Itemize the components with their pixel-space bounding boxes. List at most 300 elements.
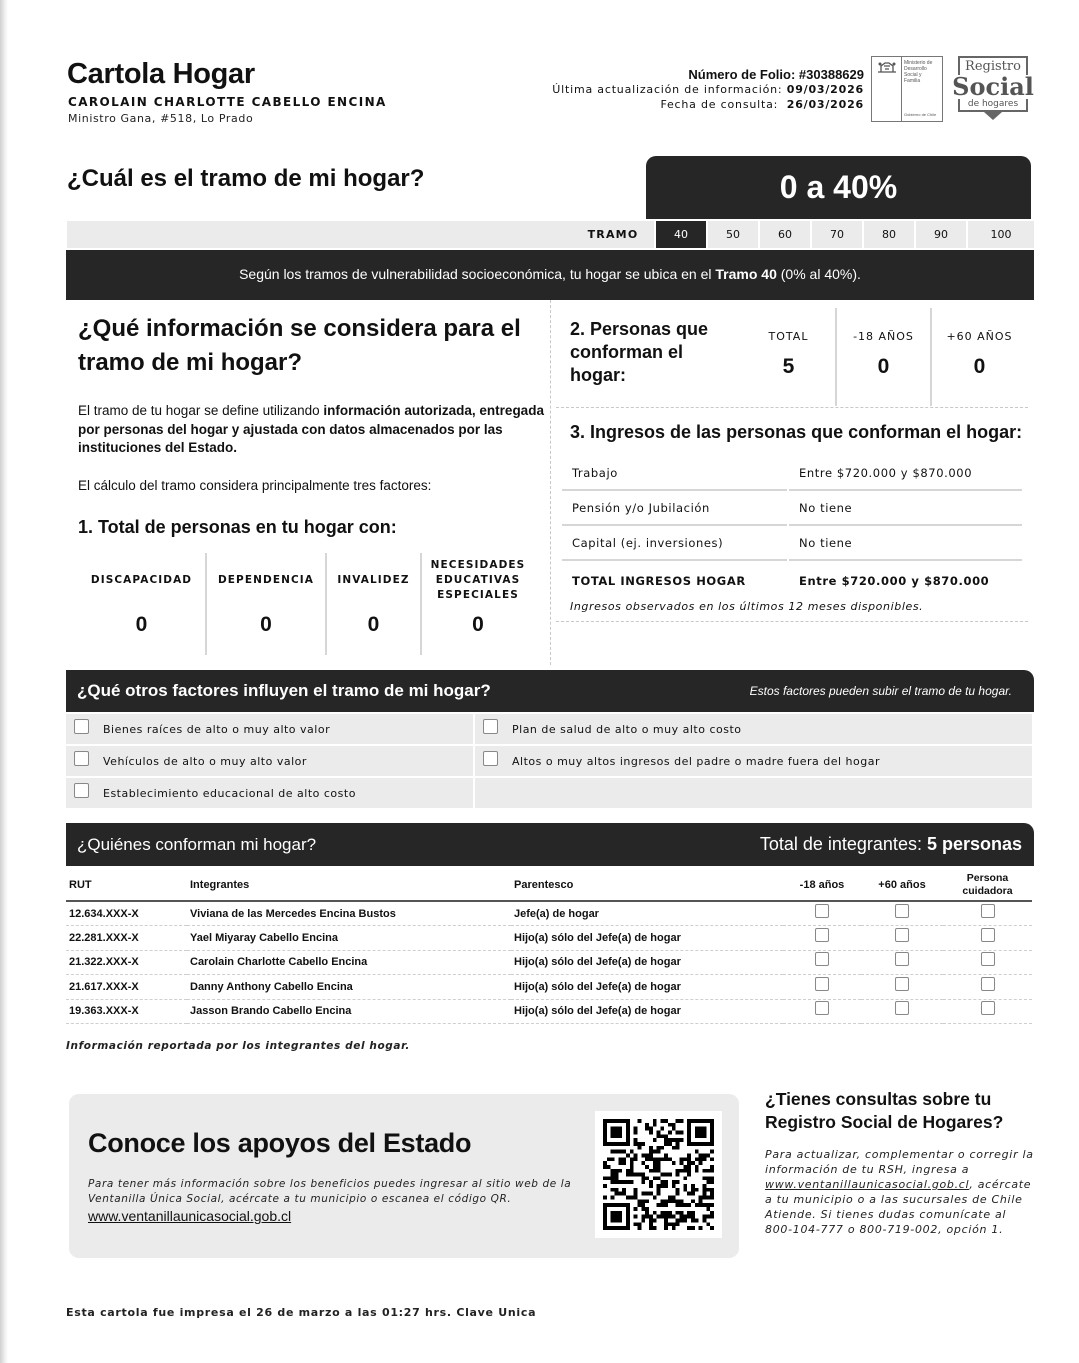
member-over60-checkbox[interactable] [895, 904, 909, 918]
qr-module [699, 1199, 703, 1203]
tramo-question: ¿Cuál es el tramo de mi hogar? [67, 165, 425, 192]
qr-module [687, 1226, 691, 1230]
factor-empty-cell [475, 778, 1032, 808]
member-caregiver-checkbox[interactable] [981, 977, 995, 991]
member-under18-cell [783, 999, 861, 1024]
qr-module [691, 1219, 695, 1223]
qr-module [622, 1188, 626, 1192]
members-total-value: 5 personas [926, 834, 1022, 854]
factors-note: Estos factores pueden subir el tramo de tu hogar. [749, 684, 1012, 698]
qr-module [703, 1184, 707, 1188]
member-caregiver-cell [943, 901, 1032, 926]
qr-module [664, 1222, 668, 1226]
condition-value: 0 [472, 613, 484, 636]
qr-module [668, 1211, 672, 1215]
factor-plan-salud [475, 714, 1032, 744]
holder-name: CAROLAIN CHARLOTTE CABELLO ENCINA [68, 95, 387, 109]
qr-module [637, 1119, 641, 1123]
qr-module [634, 1142, 638, 1146]
qr-module [653, 1196, 657, 1200]
column-header-over60: +60 años [861, 870, 943, 901]
checkbox[interactable] [74, 783, 89, 798]
condition-value: 0 [367, 613, 380, 636]
conditions-grid [78, 553, 534, 655]
qr-module [603, 1196, 607, 1200]
income-total-label: TOTAL INGRESOS HOGAR [572, 573, 746, 588]
qr-module [706, 1207, 710, 1211]
qr-module [645, 1199, 649, 1203]
apoyos-title: Conoce los apoyos del Estado [88, 1128, 472, 1158]
member-caregiver-checkbox[interactable] [981, 952, 995, 966]
qr-module [710, 1226, 714, 1230]
qr-module [653, 1219, 657, 1223]
qr-module [668, 1215, 672, 1219]
qr-module [676, 1130, 680, 1134]
qr-code-icon[interactable] [595, 1111, 722, 1238]
qr-module [657, 1203, 661, 1207]
column-header-integrantes: Integrantes [187, 870, 511, 901]
qr-module [641, 1203, 645, 1207]
qr-module [703, 1215, 707, 1219]
qr-finder [611, 1127, 622, 1138]
qr-module [630, 1161, 634, 1165]
qr-module [687, 1169, 691, 1173]
condition-necesidades-educativas [422, 553, 534, 655]
qr-module [695, 1188, 699, 1192]
tramo-banner-range: (0% al 40%). [776, 266, 861, 282]
qr-module [664, 1215, 668, 1219]
qr-module [664, 1184, 668, 1188]
qr-module [664, 1142, 668, 1146]
qr-module [645, 1207, 649, 1211]
condition-label: DEPENDENCIA [217, 573, 315, 586]
qr-module [657, 1150, 661, 1154]
qr-module [641, 1142, 645, 1146]
qr-module [649, 1157, 653, 1161]
qr-module [653, 1123, 657, 1127]
qr-module [611, 1180, 615, 1184]
qr-module [614, 1150, 618, 1154]
qr-module [618, 1161, 622, 1165]
qr-module [634, 1138, 638, 1142]
member-relation: Hijo(a) sólo del Jefe(a) de hogar [511, 950, 783, 975]
factor-ingresos-padres [475, 746, 1032, 776]
qr-module [653, 1211, 657, 1215]
qr-module [703, 1219, 707, 1223]
qr-module [695, 1219, 699, 1223]
qr-module [683, 1169, 687, 1173]
qr-module [641, 1215, 645, 1219]
qr-module [649, 1215, 653, 1219]
count-value: 0 [973, 355, 986, 378]
column-divider [550, 300, 551, 665]
qr-module [664, 1211, 668, 1215]
member-over60-cell [861, 926, 943, 951]
qr-module [687, 1192, 691, 1196]
section1-title: 1. Total de personas en tu hogar con: [78, 517, 397, 537]
qr-module [611, 1196, 615, 1200]
member-name: Carolain Charlotte Cabello Encina [187, 950, 511, 975]
qr-module [706, 1222, 710, 1226]
qr-module [676, 1192, 680, 1196]
member-caregiver-checkbox[interactable] [981, 928, 995, 942]
condition-label: NECESIDADES EDUCATIVAS ESPECIALES [430, 558, 526, 601]
qr-module [703, 1157, 707, 1161]
qr-module [710, 1215, 714, 1219]
income-row [562, 491, 1022, 526]
income-label: Capital (ej. inversiones) [562, 526, 787, 561]
member-caregiver-checkbox[interactable] [981, 904, 995, 918]
count-over60 [932, 308, 1027, 406]
count-under18 [837, 308, 932, 406]
qr-module [622, 1161, 626, 1165]
consult-date-label: Fecha de consulta: [660, 98, 779, 111]
qr-module [649, 1192, 653, 1196]
ministry-text [902, 57, 942, 121]
qr-module [676, 1222, 680, 1226]
qr-module [649, 1150, 653, 1154]
member-under18-checkbox[interactable] [815, 952, 829, 966]
qr-module [691, 1188, 695, 1192]
qr-module [676, 1173, 680, 1177]
member-relation: Hijo(a) sólo del Jefe(a) de hogar [511, 999, 783, 1024]
qr-module [603, 1184, 607, 1188]
qr-module [683, 1203, 687, 1207]
tramo-level-100: 100 [966, 221, 1034, 248]
last-update-value: 09/03/2026 [786, 83, 864, 96]
qr-module [630, 1169, 634, 1173]
qr-module [622, 1192, 626, 1196]
qr-module [664, 1180, 668, 1184]
ministry-footer: Gobierno de Chile [904, 112, 937, 117]
qr-module [706, 1203, 710, 1207]
rsh-logo [952, 56, 1034, 128]
qr-module [614, 1173, 618, 1177]
checkbox[interactable] [483, 719, 498, 734]
qr-module [703, 1196, 707, 1200]
member-over60-checkbox[interactable] [895, 1001, 909, 1015]
qr-module [683, 1215, 687, 1219]
qr-module [703, 1188, 707, 1192]
member-rut: 19.363.XXX-X [66, 999, 187, 1024]
qr-module [699, 1157, 703, 1161]
consult-date-value: 26/03/2026 [786, 98, 864, 111]
qr-module [634, 1188, 638, 1192]
qr-module [634, 1222, 638, 1226]
qr-module [653, 1176, 657, 1180]
qr-module [691, 1192, 695, 1196]
member-row [66, 999, 1032, 1024]
qr-module [641, 1207, 645, 1211]
income-value: No tiene [789, 491, 1022, 526]
qr-module [649, 1219, 653, 1223]
condition-discapacidad [78, 553, 207, 655]
apoyos-text: Para tener más información sobre los beneficios puedes ingresar al sitio web de la Ventanilla Única Social, acércate a tu municipio o escanea el código QR. [88, 1178, 572, 1205]
print-footer: Esta cartola fue impresa el 26 de marzo a las 01:27 hrs. Clave Unica [66, 1306, 537, 1319]
income-label: Trabajo [562, 456, 787, 491]
qr-module [672, 1161, 676, 1165]
qr-module [649, 1184, 653, 1188]
qr-module [637, 1173, 641, 1177]
checkbox[interactable] [74, 719, 89, 734]
factor-label: Vehículos de alto o muy alto valor [103, 754, 307, 768]
qr-module [611, 1176, 615, 1180]
qr-module [634, 1207, 638, 1211]
qr-module [653, 1169, 657, 1173]
qr-module [645, 1192, 649, 1196]
qr-module [660, 1199, 664, 1203]
qr-module [657, 1169, 661, 1173]
qr-module [703, 1203, 707, 1207]
qr-module [634, 1127, 638, 1131]
ventanilla-link[interactable]: www.ventanillaunicasocial.gob.cl [88, 1208, 292, 1224]
qr-module [611, 1169, 615, 1173]
factor-vehiculos [66, 746, 473, 776]
qr-module [641, 1199, 645, 1203]
qr-module [660, 1180, 664, 1184]
condition-value: 0 [260, 613, 272, 636]
qr-module [637, 1222, 641, 1226]
qr-module [618, 1192, 622, 1196]
qr-module [653, 1150, 657, 1154]
qr-module [680, 1130, 684, 1134]
qr-module [630, 1173, 634, 1177]
member-under18-checkbox[interactable] [815, 1001, 829, 1015]
qr-module [622, 1157, 626, 1161]
qr-module [691, 1199, 695, 1203]
qr-module [637, 1146, 641, 1150]
member-over60-cell [861, 999, 943, 1024]
qr-module [653, 1161, 657, 1165]
qr-module [703, 1153, 707, 1157]
qr-module [626, 1173, 630, 1177]
qr-module [645, 1127, 649, 1131]
qr-module [687, 1203, 691, 1207]
qr-module [634, 1173, 638, 1177]
section2-title: 2. Personas que conforman el hogar: [570, 319, 709, 385]
qr-module [683, 1157, 687, 1161]
factors-header [66, 670, 1034, 712]
qr-module [618, 1157, 622, 1161]
ministry-logo [871, 56, 943, 122]
qr-module [706, 1215, 710, 1219]
qr-module [657, 1176, 661, 1180]
member-caregiver-checkbox[interactable] [981, 1001, 995, 1015]
member-under18-checkbox[interactable] [815, 977, 829, 991]
qr-module [695, 1165, 699, 1169]
qr-module [664, 1134, 668, 1138]
qr-module [706, 1196, 710, 1200]
qr-module [634, 1196, 638, 1200]
factors-title: ¿Qué otros factores influyen el tramo de mi hogar? [77, 681, 491, 700]
qr-module [672, 1215, 676, 1219]
qr-module [641, 1173, 645, 1177]
member-under18-cell [783, 926, 861, 951]
qr-module [680, 1169, 684, 1173]
tramo-level-40: 40 [654, 221, 706, 248]
count-total [742, 308, 837, 406]
consult-text-outro: , acércate a tu municipio o a las sucursales de Chile Atiende. Si tienes dudas comunícate al 800-104-777 o 800-719-002, opción 1. [765, 1178, 1032, 1236]
tramo-level-60: 60 [758, 221, 810, 248]
qr-module [710, 1192, 714, 1196]
member-under18-checkbox[interactable] [815, 904, 829, 918]
qr-module [626, 1169, 630, 1173]
qr-module [664, 1219, 668, 1223]
info-title: ¿Qué información se considera para el tramo de mi hogar? [78, 315, 521, 376]
qr-module [660, 1215, 664, 1219]
qr-module [614, 1176, 618, 1180]
members-title: ¿Quiénes conforman mi hogar? [77, 834, 317, 854]
count-value: 0 [877, 355, 890, 378]
qr-module [653, 1138, 657, 1142]
qr-module [660, 1184, 664, 1188]
factor-establecimiento-educacional [66, 778, 473, 808]
qr-module [706, 1180, 710, 1184]
qr-module [687, 1173, 691, 1177]
qr-module [680, 1119, 684, 1123]
qr-module [660, 1173, 664, 1177]
qr-module [691, 1211, 695, 1215]
member-under18-checkbox[interactable] [815, 928, 829, 942]
member-over60-checkbox[interactable] [895, 928, 909, 942]
qr-module [653, 1119, 657, 1123]
qr-module [706, 1188, 710, 1192]
member-name: Yael Miyaray Cabello Encina [187, 926, 511, 951]
condition-label: DISCAPACIDAD [90, 573, 193, 586]
tramo-banner [66, 250, 1034, 300]
qr-module [634, 1130, 638, 1134]
qr-module [660, 1146, 664, 1150]
member-over60-checkbox[interactable] [895, 977, 909, 991]
qr-module [603, 1176, 607, 1180]
qr-module [672, 1123, 676, 1127]
member-over60-cell [861, 975, 943, 1000]
member-caregiver-cell [943, 950, 1032, 975]
qr-module [668, 1123, 672, 1127]
member-rut: 12.634.XXX-X [66, 901, 187, 926]
column-header-caregiver: Persona cuidadora [943, 870, 1032, 901]
checkbox[interactable] [483, 751, 498, 766]
qr-module [703, 1192, 707, 1196]
qr-module [664, 1138, 668, 1142]
income-row [562, 526, 1022, 561]
qr-module [634, 1153, 638, 1157]
qr-module [637, 1226, 641, 1230]
info-paragraph-bold: información autorizada, entregada por personas del hogar y ajustada con datos almacenados por las instituciones del Estado. [78, 403, 544, 455]
member-over60-cell [861, 950, 943, 975]
count-label: TOTAL [768, 330, 809, 343]
qr-module [691, 1226, 695, 1230]
consult-link[interactable]: www.ventanillaunicasocial.gob.cl [765, 1178, 970, 1191]
qr-module [649, 1130, 653, 1134]
income-table [562, 456, 1022, 596]
member-name: Jasson Brando Cabello Encina [187, 999, 511, 1024]
member-over60-checkbox[interactable] [895, 952, 909, 966]
rsh-logo-middle: Social [952, 72, 1034, 101]
member-under18-cell [783, 975, 861, 1000]
qr-module [622, 1180, 626, 1184]
last-update-label: Última actualización de información: [552, 83, 783, 96]
qr-module [607, 1157, 611, 1161]
qr-module [630, 1180, 634, 1184]
qr-module [672, 1138, 676, 1142]
qr-module [687, 1165, 691, 1169]
qr-module [668, 1130, 672, 1134]
qr-module [614, 1180, 618, 1184]
qr-module [676, 1142, 680, 1146]
document-title: Cartola Hogar [67, 58, 255, 90]
member-rut: 21.617.XXX-X [66, 975, 187, 1000]
qr-finder [611, 1211, 622, 1222]
qr-module [657, 1130, 661, 1134]
qr-module [660, 1211, 664, 1215]
qr-module [641, 1180, 645, 1184]
qr-module [630, 1165, 634, 1169]
qr-module [649, 1226, 653, 1230]
qr-module [687, 1153, 691, 1157]
condition-value: 0 [135, 613, 148, 636]
speech-tip-icon [984, 112, 1002, 120]
section-divider [556, 621, 1028, 622]
qr-module [611, 1173, 615, 1177]
qr-module [703, 1169, 707, 1173]
checkbox[interactable] [74, 751, 89, 766]
column-header-rut: RUT [66, 870, 187, 901]
qr-module [630, 1150, 634, 1154]
qr-module [695, 1203, 699, 1207]
qr-module [687, 1215, 691, 1219]
qr-module [710, 1211, 714, 1215]
qr-module [676, 1119, 680, 1123]
tramo-scale [67, 221, 1034, 248]
folio-value: #30388629 [798, 67, 864, 82]
qr-module [664, 1199, 668, 1203]
qr-module [637, 1199, 641, 1203]
info-paragraph [78, 402, 548, 458]
qr-module [683, 1184, 687, 1188]
qr-module [649, 1169, 653, 1173]
factor-label: Plan de salud de alto o muy alto costo [512, 722, 742, 736]
qr-module [626, 1196, 630, 1200]
column-header-parentesco: Parentesco [511, 870, 783, 901]
qr-module [683, 1165, 687, 1169]
qr-module [687, 1211, 691, 1215]
qr-module [660, 1119, 664, 1123]
qr-module [660, 1157, 664, 1161]
qr-module [607, 1176, 611, 1180]
factor-label: Bienes raíces de alto o muy alto valor [103, 722, 331, 736]
qr-module [706, 1153, 710, 1157]
qr-module [653, 1157, 657, 1161]
member-row [66, 901, 1032, 926]
rsh-logo-bottom: de hogares [958, 99, 1028, 112]
qr-module [687, 1157, 691, 1161]
qr-module [637, 1203, 641, 1207]
qr-module [680, 1161, 684, 1165]
members-header [66, 823, 1034, 866]
member-name: Viviana de las Mercedes Encina Bustos [187, 901, 511, 926]
factor-label: Altos o muy altos ingresos del padre o madre fuera del hogar [512, 754, 880, 768]
qr-module [607, 1165, 611, 1169]
qr-module [649, 1127, 653, 1131]
income-total-value: Entre $720.000 y $870.000 [799, 573, 990, 588]
qr-module [645, 1211, 649, 1215]
qr-module [611, 1157, 615, 1161]
count-label: -18 AÑOS [853, 330, 914, 343]
qr-module [683, 1176, 687, 1180]
qr-module [603, 1161, 607, 1165]
member-rut: 21.322.XXX-X [66, 950, 187, 975]
